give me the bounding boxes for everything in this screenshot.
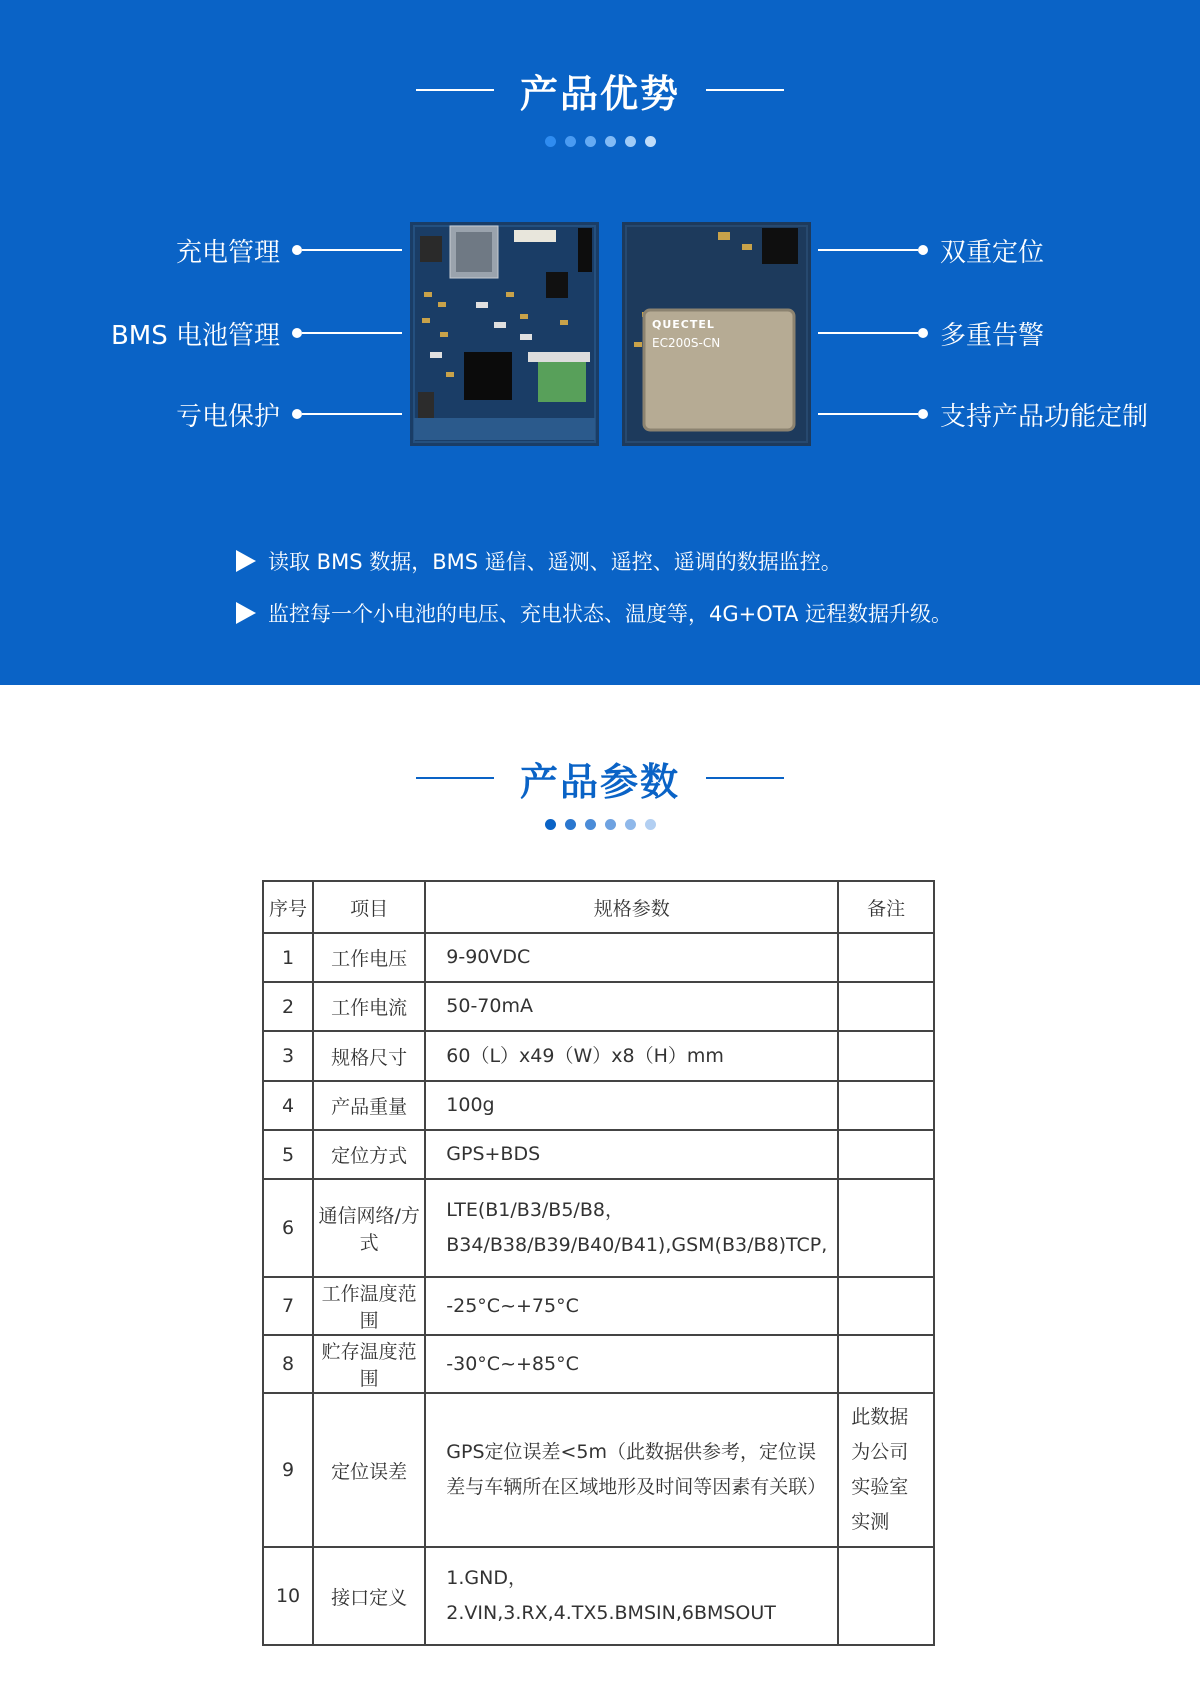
table-row bbox=[263, 1179, 934, 1277]
feature-charging bbox=[176, 230, 402, 270]
cell-item: 产品重量 bbox=[313, 1081, 425, 1130]
table-row bbox=[263, 1277, 934, 1335]
cell-item: 定位误差 bbox=[313, 1393, 425, 1547]
cell-note bbox=[838, 1031, 934, 1081]
feature-line bbox=[302, 413, 402, 415]
feature-customization bbox=[818, 394, 1148, 434]
table-row bbox=[263, 982, 934, 1031]
cell-note bbox=[838, 933, 934, 982]
feature-dot bbox=[918, 328, 928, 338]
feature-line bbox=[818, 332, 918, 334]
cell-spec: 9-90VDC bbox=[425, 933, 838, 982]
feature-dot bbox=[918, 245, 928, 255]
dot bbox=[565, 819, 576, 830]
cell-item: 贮存温度范围 bbox=[313, 1335, 425, 1393]
feature-label: 亏电保护 bbox=[175, 401, 280, 432]
cell-no: 7 bbox=[263, 1277, 313, 1335]
feature-line bbox=[818, 249, 918, 251]
feature-dot bbox=[292, 328, 302, 338]
table-row bbox=[263, 1081, 934, 1130]
cell-no: 2 bbox=[263, 982, 313, 1031]
bullet-item bbox=[236, 587, 952, 639]
play-triangle-icon bbox=[236, 550, 256, 572]
cell-no: 1 bbox=[263, 933, 313, 982]
table-row bbox=[263, 1335, 934, 1393]
dot bbox=[625, 819, 636, 830]
advantages-dots bbox=[0, 136, 1200, 148]
cell-note bbox=[838, 1179, 934, 1277]
cell-note bbox=[838, 1547, 934, 1645]
header-note: 备注 bbox=[838, 881, 934, 933]
quectel-logo: QUECTEL bbox=[652, 318, 715, 331]
cell-note bbox=[838, 1130, 934, 1179]
heading-line-left bbox=[416, 777, 494, 779]
advantages-section bbox=[0, 0, 1200, 685]
dot bbox=[545, 136, 556, 147]
advantages-bullets bbox=[236, 535, 952, 639]
header-no: 序号 bbox=[263, 881, 313, 933]
table-row bbox=[263, 933, 934, 982]
cell-note bbox=[838, 1335, 934, 1393]
cell-no: 4 bbox=[263, 1081, 313, 1130]
feature-dot bbox=[292, 245, 302, 255]
feature-dual-positioning bbox=[818, 230, 1044, 270]
table-row bbox=[263, 1130, 934, 1179]
feature-dot bbox=[918, 409, 928, 419]
cell-spec: GPS定位误差<5m（此数据供参考，定位误差与车辆所在区域地形及时间等因素有关联） bbox=[425, 1393, 838, 1547]
circuit-board-front-image bbox=[410, 222, 599, 446]
feature-alarms bbox=[818, 313, 1044, 353]
table-row bbox=[263, 1547, 934, 1645]
circuit-board-back-image bbox=[622, 222, 811, 446]
dot bbox=[585, 819, 596, 830]
heading-line-right bbox=[706, 89, 784, 91]
cell-spec: 100g bbox=[425, 1081, 838, 1130]
cell-item: 规格尺寸 bbox=[313, 1031, 425, 1081]
cell-item: 接口定义 bbox=[313, 1547, 425, 1645]
bullet-text: 监控每一个小电池的电压、充电状态、温度等，4G+OTA 远程数据升级。 bbox=[268, 602, 952, 626]
module-model: EC200S-CN bbox=[652, 336, 721, 350]
dot bbox=[605, 819, 616, 830]
header-spec: 规格参数 bbox=[425, 881, 838, 933]
cell-spec: 60（L）x49（W）x8（H）mm bbox=[425, 1031, 838, 1081]
cell-note bbox=[838, 1081, 934, 1130]
params-heading bbox=[0, 748, 1200, 808]
feature-bms bbox=[111, 313, 402, 353]
cell-spec: 50-70mA bbox=[425, 982, 838, 1031]
cell-spec: -25°C~+75°C bbox=[425, 1277, 838, 1335]
cell-no: 8 bbox=[263, 1335, 313, 1393]
advantages-heading bbox=[0, 60, 1200, 120]
feature-label: 支持产品功能定制 bbox=[940, 401, 1149, 432]
advantages-title: 产品优势 bbox=[519, 71, 680, 116]
cell-note bbox=[838, 982, 934, 1031]
feature-low-power bbox=[176, 394, 402, 434]
table-header-row bbox=[263, 881, 934, 933]
header-item: 项目 bbox=[313, 881, 425, 933]
dot bbox=[565, 136, 576, 147]
cell-item: 通信网络/方式 bbox=[313, 1179, 425, 1277]
bullet-text: 读取 BMS 数据，BMS 遥信、遥测、遥控、遥调的数据监控。 bbox=[268, 550, 842, 574]
heading-line-left bbox=[416, 89, 494, 91]
cell-spec: 1.GND，2.VIN,3.RX,4.TX5.BMSIN,6BMSOUT bbox=[425, 1547, 838, 1645]
feature-line bbox=[818, 413, 918, 415]
cell-note bbox=[838, 1277, 934, 1335]
play-triangle-icon bbox=[236, 602, 256, 624]
dot bbox=[645, 136, 656, 147]
cell-item: 工作温度范围 bbox=[313, 1277, 425, 1335]
params-title: 产品参数 bbox=[519, 759, 680, 804]
heading-line-right bbox=[706, 777, 784, 779]
cell-no: 9 bbox=[263, 1393, 313, 1547]
dot bbox=[545, 819, 556, 830]
cell-spec: LTE(B1/B3/B5/B8，B34/B38/B39/B40/B41),GSM(B3/B8)TCP, bbox=[425, 1179, 838, 1277]
cell-no: 3 bbox=[263, 1031, 313, 1081]
cell-no: 10 bbox=[263, 1547, 313, 1645]
dot bbox=[585, 136, 596, 147]
params-dots bbox=[0, 819, 1200, 831]
cell-spec: GPS+BDS bbox=[425, 1130, 838, 1179]
cell-item: 工作电流 bbox=[313, 982, 425, 1031]
feature-label: 双重定位 bbox=[940, 237, 1045, 268]
cell-no: 6 bbox=[263, 1179, 313, 1277]
cell-item: 定位方式 bbox=[313, 1130, 425, 1179]
bullet-item bbox=[236, 535, 952, 587]
feature-label: BMS 电池管理 bbox=[110, 320, 280, 351]
feature-line bbox=[302, 332, 402, 334]
dot bbox=[605, 136, 616, 147]
dot bbox=[645, 819, 656, 830]
cell-note: 此数据为公司实验室实测 bbox=[838, 1393, 934, 1547]
feature-label: 充电管理 bbox=[175, 237, 280, 268]
dot bbox=[625, 136, 636, 147]
table-row bbox=[263, 1031, 934, 1081]
cell-spec: -30°C~+85°C bbox=[425, 1335, 838, 1393]
feature-dot bbox=[292, 409, 302, 419]
cell-no: 5 bbox=[263, 1130, 313, 1179]
feature-label: 多重告警 bbox=[940, 320, 1045, 351]
spec-table bbox=[262, 880, 935, 1646]
table-row bbox=[263, 1393, 934, 1547]
feature-line bbox=[302, 249, 402, 251]
cell-item: 工作电压 bbox=[313, 933, 425, 982]
